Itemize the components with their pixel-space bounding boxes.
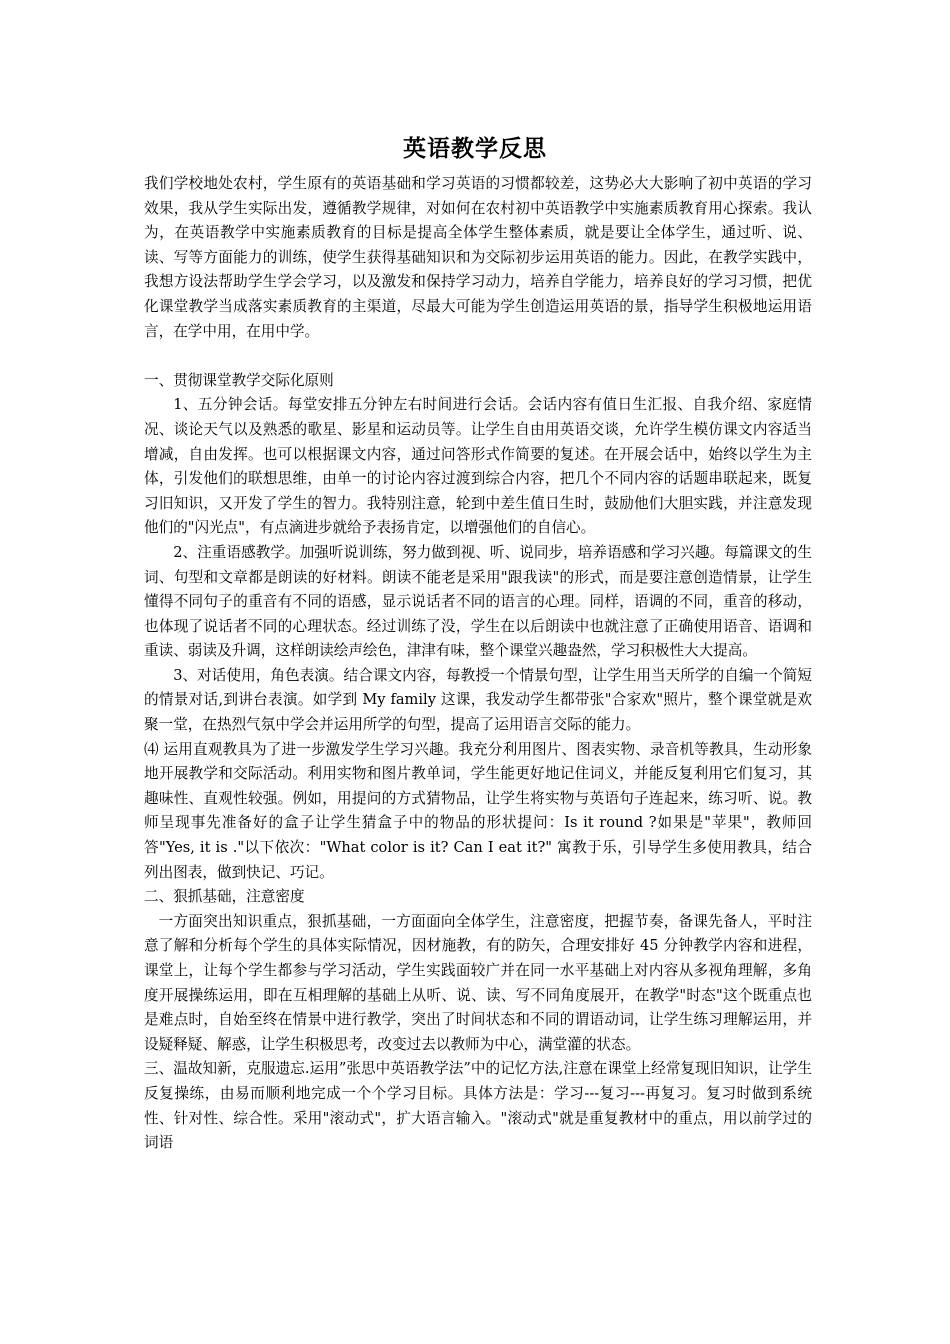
paragraph-visual-aids: ⑷ 运用直观教具为了进一步激发学生学习兴趣。我充分利用图片、图表实物、录音机等教具，生动形象地开展教学和交际活动。利用实物和图片教单词，学生能更好地记住词义，并能反复利用它们复习，其趣味性、直观性较强。例如，用提问的方式猜物品，让学生将实物与英语句子连起来，练习听、说。教师呈现事先准备好的盒子让学生猜盒子中的物品的形状提问：Is it round ?如果是"苹果"，教师回答"Yes, it is ."以下依次："What color is it? Can I eat it?" 寓教于乐，引导学生多使用教具，结合列出图表，做到快记、巧记。: [144, 740, 812, 881]
section-heading-2: 二、狠抓基础，注意密度: [144, 888, 305, 906]
paragraph-review-inline: 三、温故知新，克服遗忘.运用”张思中英语教学法”中的记忆方法,注意在课堂上经常复现旧知识，让学生反复操练，由易而顺利地完成一个个学习目标。具体方法是：学习---复习---再复习。复习时做到系统性、针对性、综合性。采用"滚动式"，扩大语言输入。"滚动式"就是重复教材中的重点，用以前学过的词语: [144, 1060, 812, 1152]
paragraph-five-minute-conversation: 1、五分钟会话。每堂安排五分钟左右时间进行会话。会话内容有值日生汇报、自我介绍、家庭情况、谈论天气以及熟悉的歌星、影星和运动员等。让学生自由用英语交谈，允许学生模仿课文内容适当增减，自由发挥。也可以根据课文内容，通过问答形式作简要的复述。在开展会话中，始终以学生为主体，引发他们的联想思维，由单一的讨论内容过渡到综合内容，把几个不同内容的话题串联起来，既复习旧知识，又开发了学生的智力。我特别注意，轮到中差生值日生时，鼓励他们大胆实践，并注意发现他们的"闪光点"，有点滴进步就给予表扬肯定，以增强他们的自信心。: [144, 396, 812, 537]
document-title: 英语教学反思: [403, 136, 547, 162]
section-heading-1: 一、贯彻课堂教学交际化原则: [144, 371, 334, 389]
document-body: [144, 172, 812, 1156]
intro-paragraph: 我们学校地处农村，学生原有的英语基础和学习英语的习惯都较差，这势必大大影响了初中英语的学习效果，我从学生实际出发，遵循教学规律，对如何在农村初中英语教学中实施素质教育用心探索。我认为，在英语教学中实施素质教育的目标是提高全体学生整体素质，就是要让全体学生，通过听、说、读、写等方面能力的训练，使学生获得基础知识和为交际初步运用英语的能力。因此，在教学实践中，我想方设法帮助学生学会学习，以及激发和保持学习动力，培养自学能力，培养良好的学习习惯，把优化课堂教学当成落实素质教育的主渠道，尽最大可能为学生创造运用英语的景，指导学生积极地运用语言，在学中用，在用中学。: [144, 175, 812, 340]
paragraph-language-sense: 2、注重语感教学。加强听说训练，努力做到视、听、说同步，培养语感和学习兴趣。每篇课文的生词、句型和文章都是朗读的好材料。朗读不能老是采用"跟我读"的形式，而是要注意创造情景，让学生懂得不同句子的重音有不同的语感，显示说话者不同的语言的心理。同样，语调的不同，重音的移动，也体现了说话者不同的心理状态。经过训练了没，学生在以后朗读中也就注意了正确使用语音、语调和重读、弱读及升调，这样朗读绘声绘色，津津有味，整个课堂兴趣盎然，学习积极性大大提高。: [144, 543, 812, 660]
paragraph-foundation-density: 一方面突出知识重点，狠抓基础，一方面面向全体学生，注意密度，把握节奏，备课先备人，平时注意了解和分析每个学生的具体实际情况，因材施教，有的防矢，合理安排好 45 分钟教学内容和进程，课堂上，让每个学生都参与学习活动，学生实践面较广并在同一水平基础上对内容从多视角理解，多角度开展操练运用，即在互相理解的基础上从听、说、读、写不同角度展开，在教学"时态"这个既重点也是难点时，自始至终在情景中进行教学，突出了时间状态和不同的谓语动词，让学生练习理解运用，并设疑释疑、解惑，让学生积极思考，改变过去以教师为中心，满堂灌的状态。: [144, 912, 812, 1053]
paragraph-spacer: [144, 344, 812, 369]
paragraph-role-play: 3、对话使用，角色表演。结合课文内容，每教授一个情景句型，让学生用当天所学的自编一个简短的情景对话,到讲台表演。如学到 My family 这课，我发动学生都带张"合家欢"照片，整个课堂就是欢聚一堂，在热烈气氛中学会并运用所学的句型，提高了运用语言交际的能力。: [144, 666, 812, 734]
